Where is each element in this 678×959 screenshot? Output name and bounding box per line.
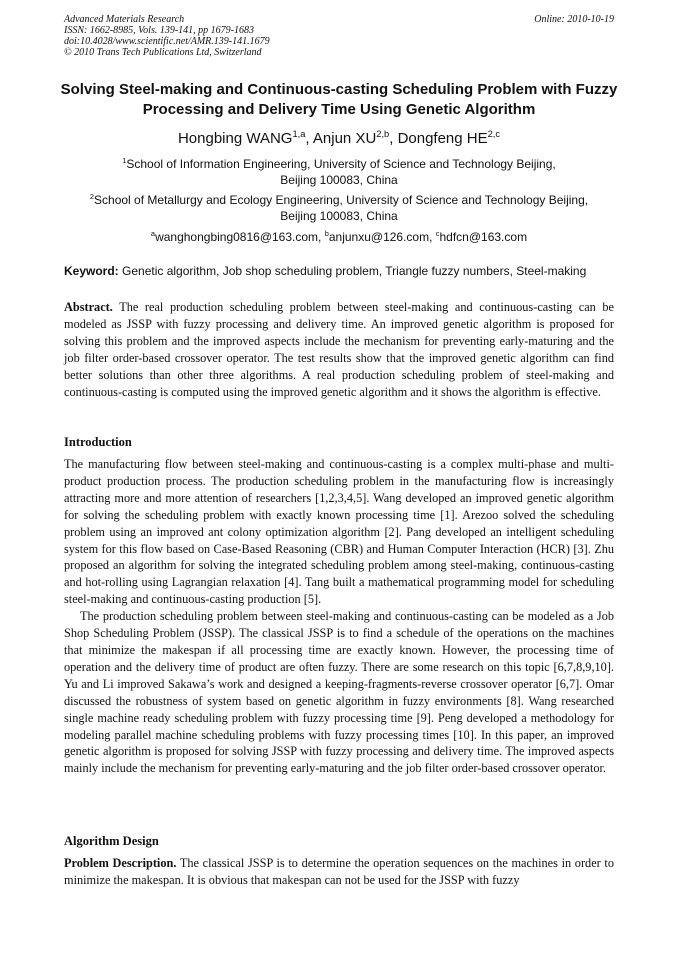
- email-sup: a: [150, 229, 156, 238]
- paragraph: The production scheduling problem between steel-making and continuous-casting can be modeled as a Job Shop Scheduling Problem (JSSP). The classical JSSP is to find a schedule of the operations on the machines that minimize the makespan if all processing time are exactly known. However, the processing time of operation and the delivery time of product are often fuzzy. There are some research on this topic [6,7,8,9,10]. Yu and Li improved Sakawa’s work and designed a keeping-fragments-reverse crossover operator [6,7]. Omar discussed the robustness of system based on genetic algorithm in fuzzy environments [8]. Wang researched single machine ready scheduling problem with fuzzy processing time [9]. Peng developed a methodology for modeling parallel machine scheduling problems with fuzzy processing times [10]. In this paper, an improved genetic algorithm is proposed for solving JSSP with fuzzy processing and delivery time. The improved aspects mainly include the mechanism for preventing early-maturing and the job filter order-based crossover operator.: [64, 609, 614, 776]
- algorithm-design-heading: Algorithm Design: [64, 834, 159, 848]
- affiliation-line: Beijing 100083, China: [280, 209, 398, 223]
- keyword-label: Keyword:: [64, 264, 119, 278]
- affiliation-sup: 2: [89, 192, 95, 201]
- author-sup: 2,b: [376, 129, 390, 139]
- introduction-heading: Introduction: [64, 435, 132, 449]
- email-address: anjunxu@126.com: [328, 230, 430, 244]
- problem-description: [64, 855, 614, 889]
- journal-header: [64, 14, 614, 58]
- keyword-text: Genetic algorithm, Job shop scheduling problem, Triangle fuzzy numbers, Steel-making: [122, 264, 587, 278]
- abstract-label: Abstract.: [64, 300, 113, 314]
- email-address: hdfcn@163.com: [439, 230, 528, 244]
- problem-description-text: The classical JSSP is to determine the operation sequences on the machines in order to minimize the makespan. It is obvious that makespan can not be used for the JSSP with fuzzy: [64, 856, 614, 887]
- online-date: Online: 2010-10-19: [534, 14, 614, 25]
- affiliation-2: [40, 192, 638, 224]
- affiliation-line: Beijing 100083, China: [280, 173, 398, 187]
- affiliation-sup: 1: [122, 156, 127, 165]
- affiliation-1: [40, 156, 638, 188]
- abstract-text: The real production scheduling problem between steel-making and continuous-casting can be modeled as JSSP with fuzzy processing and delivery time. An improved genetic algorithm is proposed for solving this problem and the improved aspects include the mechanism for preventing early-maturing and the job filter order-based crossover operator. The test results show that the improved genetic algorithm can find better solutions than other three algorithms. A real production scheduling problem of steel-making and continuous-casting is computed using the improved genetic algorithm and it shows the algorithm is effective.: [64, 300, 614, 400]
- paper-title: Solving Steel-making and Continuous-casting Scheduling Problem with Fuzzy Processing and Delivery Time Using Genetic Algorithm: [60, 81, 618, 118]
- author-list: Hongbing WANG$^{1,a}$, Anjun XU$^{2,b}$, Dongfeng HE$^{2,c}$: [177, 129, 501, 147]
- author-name: Anjun XU: [312, 130, 377, 147]
- author-name: Hongbing WANG: [177, 130, 293, 147]
- paragraph: [64, 855, 614, 889]
- affiliation-line: School of Information Engineering, University of Science and Technology Beijing,: [126, 157, 556, 171]
- email-list: $^a$wanghongbing0816@163.com, $^b$anjunxu@126.com, $^c$hdfcn@163.com: [150, 229, 528, 244]
- copyright-line: © 2010 Trans Tech Publications Ltd, Switzerland: [64, 47, 262, 58]
- email-sup: c: [435, 229, 440, 238]
- author-sup: 1,a: [292, 129, 306, 139]
- problem-description-label: Problem Description.: [64, 856, 177, 870]
- author-name: Dongfeng HE: [397, 130, 488, 147]
- author-sup: 2,c: [487, 129, 501, 139]
- keywords: [64, 264, 616, 279]
- issn-line: ISSN: 1662-8985, Vols. 139-141, pp 1679-1683: [64, 25, 254, 36]
- email-address: wanghongbing0816@163.com: [155, 230, 319, 244]
- paragraph: The manufacturing flow between steel-making and continuous-casting is a complex multi-phase and multi-product production process. The production scheduling problem in the manufacturing flow is increasingly attracting more and more attention of researchers [1,2,3,4,5]. Wang developed an improved genetic algorithm for solving the scheduling problem with exactly known processing time [1]. Arezoo solved the scheduling problem using an improved ant colony optimization algorithm [2]. Pang developed an intelligent scheduling system for this flow based on Case-Based Reasoning (CBR) and Human Computer Interaction (HCR) [3]. Zhu proposed an algorithm for solving the integrated scheduling problem among steel-making, continuous-casting and hot-rolling using Lagrangian relaxation [4]. Tang built a mathematical programming model for scheduling steel-making and continuous-casting production [5].: [64, 457, 614, 607]
- affiliation-line: School of Metallurgy and Ecology Engineering, University of Science and Technology Beijing,: [94, 193, 589, 207]
- introduction-body: [64, 456, 614, 777]
- email-sup: b: [324, 229, 329, 238]
- doi-line: doi:10.4028/www.scientific.net/AMR.139-141.1679: [64, 36, 270, 47]
- abstract: [64, 299, 614, 402]
- journal-name: Advanced Materials Research: [64, 14, 185, 25]
